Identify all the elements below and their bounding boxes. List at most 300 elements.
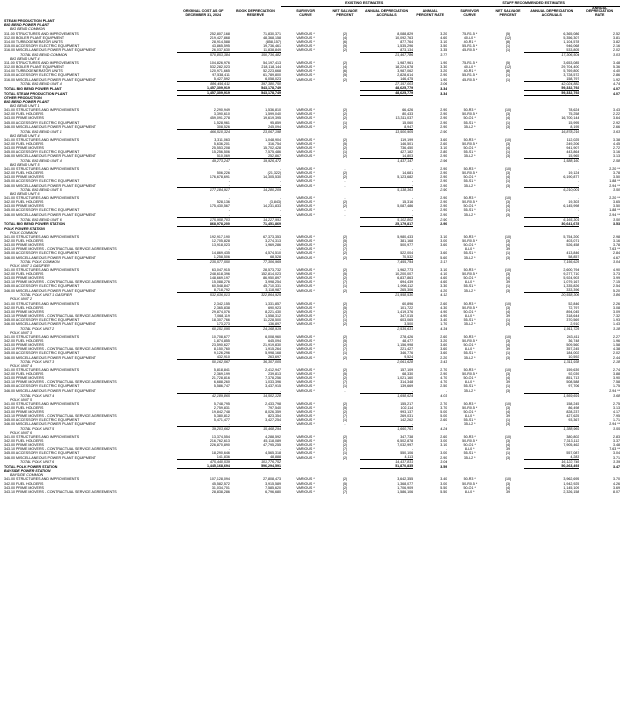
- table-cell: 55-S1 *: [463, 417, 476, 422]
- table-cell: (3): [505, 422, 511, 427]
- table-cell: 21,467,786: [360, 52, 413, 57]
- table-cell: VARIOUS *: [296, 250, 315, 255]
- table-cell: 19,926,472: [230, 158, 281, 163]
- account-label: 341.00 STRUCTURES AND IMPROVEMENTS: [4, 435, 80, 440]
- table-cell: 15,060: [402, 120, 414, 125]
- table-cell: 5,356,307: [563, 35, 580, 40]
- table-cell: 2.90: [440, 208, 448, 213]
- table-cell: VARIOUS *: [296, 372, 315, 377]
- table-cell: 101,776,752: [230, 460, 281, 465]
- table-cell: 3.38: [613, 137, 620, 142]
- table-cell: 4,113: [404, 455, 414, 460]
- unit-heading-label: POLK UNIT 5: [10, 397, 32, 402]
- table-cell: 2,600,794: [563, 268, 580, 273]
- table-cell: 3.00: [440, 439, 448, 444]
- table-cell: 2.94 **: [609, 389, 620, 393]
- table-cell: -: [228, 196, 230, 201]
- table-cell: 5,636,201: [213, 141, 230, 146]
- table-cell: 2.66: [613, 125, 620, 130]
- table-cell: -: [228, 167, 230, 172]
- table-cell: 1,962,773: [397, 268, 414, 273]
- table-cell: 48,625,779: [360, 86, 413, 91]
- unit-heading-label: POLK UNIT 3: [10, 330, 32, 335]
- table-cell: 3.86: [613, 293, 620, 298]
- table-cell: 2.02: [613, 351, 620, 356]
- table-cell: (5): [342, 405, 348, 410]
- account-label: 345.00 ACCESSORY ELECTRIC EQUIPMENT: [4, 384, 80, 389]
- table-cell: (1): [505, 43, 511, 48]
- table-cell: VARIOUS *: [296, 60, 315, 65]
- account-label: 341.00 STRUCTURES AND IMPROVEMENTS: [4, 137, 80, 142]
- table-cell: 58,857: [568, 255, 580, 259]
- table-cell: (4): [505, 342, 511, 347]
- table-cell: 77,306,969: [230, 260, 281, 265]
- table-cell: 28,838,286: [211, 489, 230, 494]
- table-cell: 4.20: [440, 288, 448, 293]
- table-cell: 3,437,915: [265, 384, 282, 389]
- table-cell: (5): [342, 481, 348, 486]
- table-cell: 6,165,301: [524, 217, 579, 222]
- table-cell: VARIOUS *: [296, 384, 315, 389]
- table-cell: VARIOUS *: [296, 477, 315, 482]
- existing-estimates-header: EXISTING ESTIMATES: [281, 0, 447, 6]
- table-cell: 80,433: [402, 112, 414, 117]
- table-cell: 50-R0.5 *: [462, 171, 478, 176]
- table-cell: 3,311,063: [214, 137, 230, 142]
- table-cell: 3.50: [613, 204, 620, 209]
- table-cell: VARIOUS *: [296, 72, 315, 77]
- table-cell: (2): [342, 477, 348, 482]
- table-cell: (1): [505, 120, 511, 125]
- table-cell: 532,282,023: [209, 64, 230, 69]
- table-cell: -: [446, 422, 448, 427]
- account-label: 342.00 FUEL HOLDERS: [4, 238, 44, 243]
- table-cell: 3.06: [440, 82, 448, 87]
- table-cell: 245,094: [268, 124, 282, 129]
- table-cell: (3): [505, 255, 511, 260]
- table-cell: VARIOUS *: [296, 120, 315, 125]
- table-cell: 1,457,309,919: [177, 86, 230, 91]
- table-cell: VARIOUS *: [296, 351, 315, 356]
- table-cell: -: [228, 179, 230, 184]
- table-cell: (2): [342, 435, 348, 440]
- table-cell: 2.20 **: [609, 167, 620, 172]
- existing-rate-label: ANNUAL PERCENT RATE: [416, 9, 445, 17]
- table-cell: VARIOUS *: [296, 409, 315, 414]
- table-cell: 14,869,435: [211, 250, 230, 255]
- table-cell: 1.58: [613, 342, 620, 347]
- table-cell: 1,258,506: [213, 255, 230, 259]
- table-cell: VARIOUS *: [296, 489, 315, 494]
- table-cell: -: [411, 196, 414, 201]
- account-label: 343.00 PRIME MOVERS: [4, 376, 44, 381]
- table-cell: 3.30: [440, 64, 448, 69]
- table-cell: 35-L2 *: [463, 422, 476, 427]
- table-cell: 2.60: [440, 435, 448, 440]
- table-cell: 8-L0 *: [464, 380, 475, 385]
- table-cell: 1.70: [440, 322, 448, 327]
- account-label: 343.00 PRIME MOVERS: [4, 485, 44, 490]
- table-cell: 10,092,763: [395, 35, 414, 40]
- table-cell: (3): [505, 405, 511, 410]
- account-label: 346.00 MISCELLANEOUS POWER PLANT EQUIPMENT: [4, 183, 97, 188]
- table-cell: 14,231,833: [263, 204, 282, 209]
- table-cell: 50-O1 *: [463, 116, 476, 121]
- table-cell: 6,796,680: [265, 489, 282, 494]
- table-cell: 3.64: [613, 116, 620, 121]
- plant-heading-label: BIG BEND POWER PLANT: [4, 100, 50, 105]
- table-cell: 14,305,530: [263, 175, 282, 180]
- account-label: 342.00 FUEL HOLDERS: [4, 171, 44, 176]
- table-cell: (3): [505, 141, 511, 146]
- table-cell: 1.90: [440, 77, 448, 82]
- table-cell: (2): [342, 116, 348, 121]
- table-cell: 3,962,695: [563, 477, 580, 482]
- account-label: 312.00 BOILER PLANT EQUIPMENT: [4, 64, 65, 69]
- account-label: 346.00 MISCELLANEOUS POWER PLANT EQUIPMENT: [4, 389, 97, 393]
- account-label: 342.00 FUEL HOLDERS: [4, 272, 44, 277]
- table-cell: 35-L2 *: [463, 213, 476, 218]
- table-cell: (4): [505, 204, 511, 209]
- table-cell: 3.43: [440, 360, 448, 365]
- table-cell: 2.86: [613, 72, 620, 77]
- table-cell: (2): [342, 301, 348, 306]
- table-cell: 1,706,909: [397, 485, 414, 490]
- table-cell: 7.95: [613, 413, 620, 418]
- table-cell: 42,024,882: [524, 82, 579, 87]
- table-cell: VARIOUS *: [296, 376, 315, 381]
- table-cell: 248,618,396: [209, 272, 230, 277]
- table-cell: 2.90: [440, 213, 448, 218]
- table-cell: 30,641,678: [524, 222, 579, 227]
- table-cell: 7,068,119: [214, 313, 230, 318]
- table-cell: VARIOUS *: [296, 108, 315, 113]
- table-cell: (7): [342, 347, 348, 352]
- account-label: 312.00 BOILER PLANT EQUIPMENT: [4, 35, 65, 40]
- table-cell: 3.63: [613, 129, 620, 134]
- table-cell: 3.00: [440, 238, 448, 243]
- table-cell: 2.90: [440, 129, 448, 134]
- table-cell: 3.90: [613, 376, 620, 381]
- account-label: 315.00 ACCESSORY ELECTRIC EQUIPMENT: [4, 72, 80, 77]
- table-cell: 1,535,296: [397, 43, 414, 48]
- table-cell: 596,294,591: [230, 464, 281, 469]
- table-cell: -: [279, 183, 282, 188]
- table-cell: 60,896: [402, 301, 414, 306]
- table-cell: 269,031: [400, 413, 414, 418]
- table-cell: 2.98: [613, 234, 620, 239]
- table-cell: 1,987,961: [397, 60, 414, 65]
- table-cell: 886,456,611: [177, 82, 230, 87]
- table-cell: (10): [504, 435, 512, 440]
- account-label: 346.00 MISCELLANEOUS POWER PLANT EQUIPMENT: [4, 213, 97, 218]
- unit-heading-label: POLK UNIT 2: [10, 297, 32, 302]
- unit-heading-label: POLK COMMON: [10, 230, 38, 235]
- table-cell: 175,958,703: [177, 217, 230, 222]
- account-label: 341.00 STRUCTURES AND IMPROVEMENTS: [4, 301, 80, 306]
- table-cell: 475,440,539: [177, 460, 230, 465]
- subtotal-label: TOTAL POLK UNIT 3: [20, 360, 55, 365]
- table-cell: 533,805: [566, 47, 580, 52]
- table-cell: 3.10: [440, 145, 448, 150]
- table-cell: 226,870,890: [209, 443, 230, 448]
- table-cell: 459,091,278: [209, 116, 230, 121]
- plant-heading-label: BIG BEND POWER PLANT: [4, 23, 50, 28]
- table-cell: 347,015: [400, 313, 414, 318]
- table-cell: 6,688,260: [213, 380, 230, 385]
- table-cell: 2,061,628: [360, 360, 413, 365]
- table-cell: 35-L2 *: [463, 355, 476, 360]
- table-cell: 380,802: [566, 435, 580, 440]
- table-cell: VARIOUS *: [296, 380, 315, 385]
- table-cell: 50-O1 *: [463, 485, 476, 490]
- table-cell: (6): [342, 39, 348, 44]
- table-cell: VARIOUS *: [296, 149, 315, 154]
- table-cell: 1,558,312: [265, 313, 282, 318]
- table-cell: VARIOUS *: [296, 246, 315, 251]
- table-cell: 4.24: [440, 426, 448, 431]
- table-cell: (10): [504, 301, 512, 306]
- subtotal-label: TOTAL BIG BEND UNIT 5: [20, 188, 62, 193]
- table-cell: 3,728,572: [563, 72, 580, 77]
- table-cell: 16,878,216: [524, 129, 579, 134]
- table-cell: VARIOUS *: [296, 167, 315, 172]
- table-cell: (3): [505, 338, 511, 343]
- table-cell: 1,156,998: [397, 342, 414, 347]
- table-cell: 8-L0 *: [464, 489, 475, 494]
- table-cell: (5): [342, 439, 348, 444]
- table-cell: 1,942,925: [563, 481, 580, 486]
- table-cell: 50-R3 *: [463, 268, 476, 273]
- table-cell: 2,433,798: [265, 401, 282, 406]
- table-cell: 1,660,761: [360, 426, 413, 431]
- table-cell: 557,087: [566, 451, 580, 456]
- table-cell: 15,316: [402, 200, 414, 205]
- table-cell: 3.48: [613, 60, 620, 65]
- table-cell: (3): [505, 171, 511, 176]
- table-cell: 78,624: [568, 108, 580, 113]
- table-cell: 19,736,461: [263, 43, 282, 48]
- table-cell: 2.90: [440, 120, 448, 125]
- table-cell: 55-S1 *: [463, 451, 476, 456]
- plant-heading-label: BAYSIDE POWER STATION: [4, 469, 51, 474]
- table-cell: 1,911,725: [524, 326, 579, 331]
- table-cell: 6,365,086: [563, 31, 580, 36]
- table-cell: -: [228, 212, 230, 217]
- table-cell: (4): [505, 276, 511, 281]
- table-cell: 55-S1 *: [463, 179, 476, 184]
- table-cell: 39: [506, 489, 511, 494]
- account-label: 342.00 FUEL HOLDERS: [4, 405, 44, 410]
- table-cell: 2.90: [440, 455, 448, 460]
- table-cell: 119,199: [400, 137, 414, 142]
- table-cell: -: [279, 167, 282, 172]
- unit-heading-label: POLK UNIT 1 GASIFIER: [10, 264, 50, 269]
- table-cell: -: [411, 447, 414, 452]
- table-cell: (8): [505, 39, 511, 44]
- book-reserve-label: BOOK DEPRECIATION RESERVE: [236, 9, 275, 17]
- table-cell: 506,226: [216, 171, 230, 176]
- account-label: 315.00 ACCESSORY ELECTRIC EQUIPMENT: [4, 43, 80, 48]
- table-cell: 694,439: [400, 280, 414, 285]
- table-cell: VARIOUS *: [296, 338, 315, 343]
- table-cell: 50-R0.5 *: [462, 338, 478, 343]
- table-cell: 3,998,254: [265, 280, 282, 285]
- col-header-existing-curve: [281, 6, 330, 19]
- table-cell: VARIOUS *: [296, 112, 315, 117]
- table-cell: 7,585,620: [265, 485, 282, 490]
- account-label: 343.10 PRIME MOVERS - CONTRACTUAL SERVICE AGREEMENTS: [4, 313, 117, 318]
- table-cell: 3.18: [613, 326, 620, 331]
- table-cell: VARIOUS *: [296, 213, 315, 218]
- table-cell: (5): [505, 31, 511, 36]
- table-cell: 16,122,746: [524, 460, 579, 465]
- table-cell: VARIOUS *: [296, 284, 315, 289]
- table-cell: -: [411, 421, 414, 426]
- table-cell: 15,468,294: [230, 426, 281, 431]
- table-cell: (2): [342, 288, 348, 293]
- table-cell: 39: [506, 347, 511, 352]
- table-cell: (2): [342, 171, 348, 176]
- table-cell: 27,157,003: [360, 82, 413, 87]
- subtotal-label: TOTAL BIG BEND COMMON: [20, 52, 68, 57]
- table-cell: -: [578, 179, 580, 184]
- table-cell: 71,451,869: [230, 222, 281, 227]
- table-cell: 2.90: [440, 108, 448, 113]
- table-cell: 136,897: [268, 321, 282, 326]
- table-cell: 3.09: [613, 309, 620, 314]
- table-cell: 3.60: [440, 342, 448, 347]
- table-cell: VARIOUS *: [296, 309, 315, 314]
- table-cell: 543,178,749: [230, 91, 281, 96]
- table-cell: 4.30: [440, 305, 448, 310]
- table-cell: 15,088,276: [211, 280, 230, 285]
- table-cell: 35-L2 *: [463, 125, 476, 130]
- table-cell: 2,828,614: [397, 72, 414, 77]
- account-label: 341.00 STRUCTURES AND IMPROVEMENTS: [4, 108, 80, 113]
- table-cell: 48,888: [270, 455, 282, 460]
- table-cell: 4.17: [613, 409, 620, 414]
- table-cell: 21,958,530: [360, 293, 413, 298]
- table-cell: (2): [342, 255, 348, 260]
- table-cell: 8,026,359: [265, 409, 282, 414]
- table-cell: (3): [505, 154, 511, 159]
- table-cell: 2,412,947: [265, 368, 282, 373]
- table-cell: -: [411, 388, 414, 393]
- table-cell: -: [279, 421, 282, 426]
- account-label: 341.00 STRUCTURES AND IMPROVEMENTS: [4, 234, 80, 239]
- table-cell: 67,373,353: [263, 234, 282, 239]
- table-cell: 7.32: [613, 313, 620, 318]
- table-cell: 50-R3 *: [463, 477, 476, 482]
- account-label: 346.00 MISCELLANEOUS POWER PLANT EQUIPMENT: [4, 422, 97, 427]
- table-cell: 184,002: [566, 351, 580, 356]
- table-cell: 9,126,296: [213, 351, 230, 356]
- table-cell: (3,843): [269, 200, 282, 205]
- table-cell: (2): [342, 204, 348, 209]
- table-cell: (5): [342, 238, 348, 243]
- table-cell: 2.90: [440, 222, 448, 227]
- account-label: 345.00 ACCESSORY ELECTRIC EQUIPMENT: [4, 451, 80, 456]
- table-cell: 93,367: [568, 417, 580, 422]
- table-cell: 1,079,167: [563, 280, 580, 285]
- table-cell: 532,636,013: [177, 293, 230, 298]
- table-cell: 1,536,810: [265, 108, 282, 113]
- col-header-staff-salvage: [492, 6, 524, 19]
- table-cell: -: [411, 208, 414, 213]
- table-cell: 2.58: [613, 158, 620, 163]
- table-cell: (1): [342, 384, 348, 389]
- table-cell: 157,109: [400, 368, 414, 373]
- table-cell: 3.04: [613, 260, 620, 265]
- table-cell: 5.36: [613, 64, 620, 69]
- table-cell: 522,004: [400, 250, 414, 255]
- col-header-account: [4, 6, 177, 19]
- table-cell: 75-R1.5 *: [462, 31, 478, 36]
- unit-heading-label: BIG BEND UNIT 4: [10, 56, 40, 61]
- depreciation-table: [4, 0, 620, 494]
- table-cell: 23,590,627: [211, 342, 230, 347]
- table-cell: 3.34: [440, 86, 448, 91]
- table-cell: 29,704,400: [561, 64, 580, 69]
- table-cell: 3.48: [613, 443, 620, 448]
- table-cell: (4): [505, 175, 511, 180]
- table-cell: 92,039: [568, 372, 580, 377]
- table-cell: (3): [505, 112, 511, 117]
- table-body: [4, 19, 620, 493]
- table-cell: 3.04: [613, 451, 620, 456]
- table-cell: 3.69: [613, 485, 620, 490]
- table-cell: VARIOUS *: [296, 405, 315, 410]
- table-cell: (3): [505, 322, 511, 327]
- account-label: 343.10 PRIME MOVERS - CONTRACTUAL SERVICE AGREEMENTS: [4, 447, 117, 452]
- table-cell: (7): [342, 413, 348, 418]
- table-cell: 6,210,001: [524, 188, 579, 193]
- table-cell: 550,106: [400, 451, 414, 456]
- table-cell: VARIOUS *: [296, 238, 315, 243]
- account-label: 342.00 FUEL HOLDERS: [4, 141, 44, 146]
- table-cell: 2.84: [613, 250, 620, 255]
- table-cell: 2.75: [613, 401, 620, 406]
- table-cell: 6,502,878: [397, 439, 414, 444]
- table-cell: 45,582,572: [211, 481, 230, 486]
- account-label: 314.00 TURBOGENERATOR UNITS: [4, 68, 63, 73]
- table-cell: (1): [505, 72, 511, 77]
- table-cell: 2,290,949: [213, 108, 230, 113]
- table-cell: -: [279, 246, 282, 251]
- table-cell: 427,625: [566, 413, 580, 418]
- table-cell: (2): [342, 250, 348, 255]
- table-cell: 265,306: [400, 288, 414, 293]
- table-cell: 1,586,106: [397, 489, 414, 494]
- table-cell: 7.15: [613, 280, 620, 285]
- account-label: 345.00 ACCESSORY ELECTRIC EQUIPMENT: [4, 208, 80, 213]
- col-header-staff-curve: [447, 6, 492, 19]
- table-cell: 86,498: [568, 405, 580, 410]
- table-cell: 1,437,147: [360, 158, 413, 163]
- table-cell: 2,369,199: [213, 372, 230, 377]
- table-cell: VARIOUS *: [296, 443, 315, 448]
- account-label: 316.00 MISCELLANEOUS POWER PLANT EQUIPMENT: [4, 48, 97, 53]
- table-cell: 5,138,363: [360, 188, 413, 193]
- table-cell: 221,427: [400, 347, 414, 352]
- table-cell: -: [344, 389, 346, 393]
- table-cell: 60,548,847: [211, 284, 230, 289]
- table-cell: 1,145,109: [563, 485, 580, 490]
- table-cell: 50-R3 *: [463, 196, 476, 201]
- table-cell: 97,538,411: [212, 72, 230, 77]
- table-cell: 45,710,331: [263, 284, 282, 289]
